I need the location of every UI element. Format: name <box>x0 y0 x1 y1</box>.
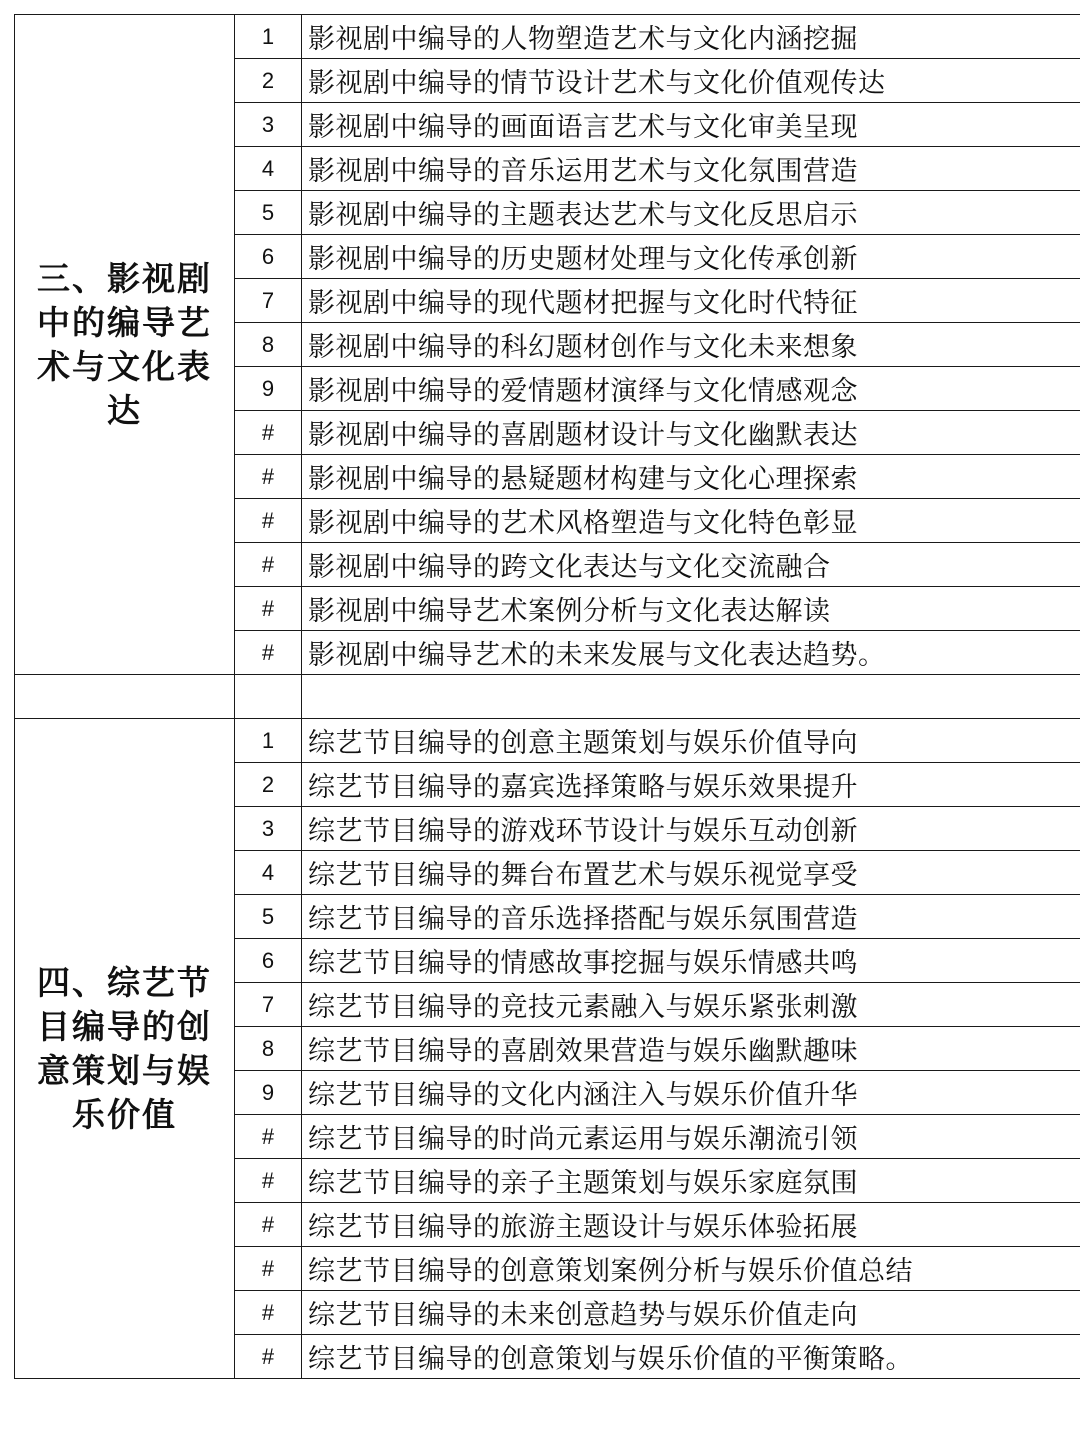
item-title-cell[interactable]: 影视剧中编导艺术案例分析与文化表达解读 <box>302 587 1080 631</box>
item-title-cell[interactable]: 影视剧中编导的喜剧题材设计与文化幽默表达 <box>302 411 1080 455</box>
item-number-cell[interactable]: # <box>235 1203 302 1247</box>
item-title-cell[interactable]: 影视剧中编导的音乐运用艺术与文化氛围营造 <box>302 147 1080 191</box>
item-title-cell[interactable]: 影视剧中编导的画面语言艺术与文化审美呈现 <box>302 103 1080 147</box>
section-heading-cell[interactable] <box>15 719 235 1379</box>
item-title-cell[interactable]: 综艺节目编导的音乐选择搭配与娱乐氛围营造 <box>302 895 1080 939</box>
item-title-cell[interactable]: 综艺节目编导的情感故事挖掘与娱乐情感共鸣 <box>302 939 1080 983</box>
item-number-cell[interactable]: 9 <box>235 1071 302 1115</box>
section-heading-cell[interactable] <box>15 15 235 675</box>
item-number-cell[interactable]: 1 <box>235 719 302 763</box>
section-title: 四、综艺节目编导的创意策划与娱乐价值 <box>37 962 212 1134</box>
item-number-cell[interactable]: 1 <box>235 15 302 59</box>
item-number-cell[interactable]: 3 <box>235 807 302 851</box>
item-number-cell[interactable]: 7 <box>235 279 302 323</box>
item-number-cell[interactable]: 8 <box>235 323 302 367</box>
item-title-cell[interactable]: 综艺节目编导的未来创意趋势与娱乐价值走向 <box>302 1291 1080 1335</box>
item-title-cell[interactable]: 综艺节目编导的游戏环节设计与娱乐互动创新 <box>302 807 1080 851</box>
item-title-cell[interactable]: 综艺节目编导的嘉宾选择策略与娱乐效果提升 <box>302 763 1080 807</box>
item-number-cell[interactable]: # <box>235 1159 302 1203</box>
item-title-cell[interactable]: 影视剧中编导的主题表达艺术与文化反思启示 <box>302 191 1080 235</box>
table-row <box>15 15 1080 59</box>
item-number-cell[interactable]: 7 <box>235 983 302 1027</box>
item-title-cell[interactable]: 综艺节目编导的创意主题策划与娱乐价值导向 <box>302 719 1080 763</box>
item-number-cell[interactable]: # <box>235 1115 302 1159</box>
item-title-cell[interactable]: 影视剧中编导的历史题材处理与文化传承创新 <box>302 235 1080 279</box>
table-row <box>15 719 1080 763</box>
item-number-cell[interactable]: # <box>235 499 302 543</box>
item-number-cell[interactable]: 4 <box>235 147 302 191</box>
item-title-cell[interactable]: 影视剧中编导的现代题材把握与文化时代特征 <box>302 279 1080 323</box>
item-title-cell[interactable]: 影视剧中编导的艺术风格塑造与文化特色彰显 <box>302 499 1080 543</box>
item-number-cell[interactable]: 5 <box>235 191 302 235</box>
item-title-cell[interactable]: 影视剧中编导的跨文化表达与文化交流融合 <box>302 543 1080 587</box>
item-number-cell[interactable]: 4 <box>235 851 302 895</box>
empty-cell[interactable] <box>302 675 1080 719</box>
item-number-cell[interactable]: 5 <box>235 895 302 939</box>
item-number-cell[interactable]: # <box>235 631 302 675</box>
item-title-cell[interactable]: 综艺节目编导的文化内涵注入与娱乐价值升华 <box>302 1071 1080 1115</box>
outline-table <box>14 14 1080 1379</box>
item-title-cell[interactable]: 影视剧中编导的情节设计艺术与文化价值观传达 <box>302 59 1080 103</box>
item-title-cell[interactable]: 综艺节目编导的创意策划与娱乐价值的平衡策略。 <box>302 1335 1080 1379</box>
item-number-cell[interactable]: # <box>235 1247 302 1291</box>
item-number-cell[interactable]: # <box>235 1335 302 1379</box>
item-number-cell[interactable]: # <box>235 543 302 587</box>
item-title-cell[interactable]: 影视剧中编导艺术的未来发展与文化表达趋势。 <box>302 631 1080 675</box>
item-title-cell[interactable]: 综艺节目编导的旅游主题设计与娱乐体验拓展 <box>302 1203 1080 1247</box>
item-number-cell[interactable]: # <box>235 587 302 631</box>
item-title-cell[interactable]: 综艺节目编导的喜剧效果营造与娱乐幽默趣味 <box>302 1027 1080 1071</box>
outline-table-body <box>15 15 1080 1379</box>
item-number-cell[interactable]: 9 <box>235 367 302 411</box>
item-number-cell[interactable]: # <box>235 1291 302 1335</box>
item-number-cell[interactable]: # <box>235 411 302 455</box>
item-number-cell[interactable]: 6 <box>235 939 302 983</box>
item-title-cell[interactable]: 影视剧中编导的科幻题材创作与文化未来想象 <box>302 323 1080 367</box>
empty-cell[interactable] <box>15 675 235 719</box>
item-title-cell[interactable]: 综艺节目编导的时尚元素运用与娱乐潮流引领 <box>302 1115 1080 1159</box>
item-title-cell[interactable]: 影视剧中编导的人物塑造艺术与文化内涵挖掘 <box>302 15 1080 59</box>
item-title-cell[interactable]: 综艺节目编导的舞台布置艺术与娱乐视觉享受 <box>302 851 1080 895</box>
item-number-cell[interactable]: 2 <box>235 763 302 807</box>
item-title-cell[interactable]: 影视剧中编导的爱情题材演绎与文化情感观念 <box>302 367 1080 411</box>
item-title-cell[interactable]: 影视剧中编导的悬疑题材构建与文化心理探索 <box>302 455 1080 499</box>
item-number-cell[interactable]: 8 <box>235 1027 302 1071</box>
item-title-cell[interactable]: 综艺节目编导的亲子主题策划与娱乐家庭氛围 <box>302 1159 1080 1203</box>
item-title-cell[interactable]: 综艺节目编导的竞技元素融入与娱乐紧张刺激 <box>302 983 1080 1027</box>
item-number-cell[interactable]: 2 <box>235 59 302 103</box>
empty-cell[interactable] <box>235 675 302 719</box>
item-number-cell[interactable]: 3 <box>235 103 302 147</box>
spacer-row <box>15 675 1080 719</box>
item-number-cell[interactable]: # <box>235 455 302 499</box>
item-number-cell[interactable]: 6 <box>235 235 302 279</box>
section-title: 三、影视剧中的编导艺术与文化表达 <box>37 258 212 430</box>
item-title-cell[interactable]: 综艺节目编导的创意策划案例分析与娱乐价值总结 <box>302 1247 1080 1291</box>
